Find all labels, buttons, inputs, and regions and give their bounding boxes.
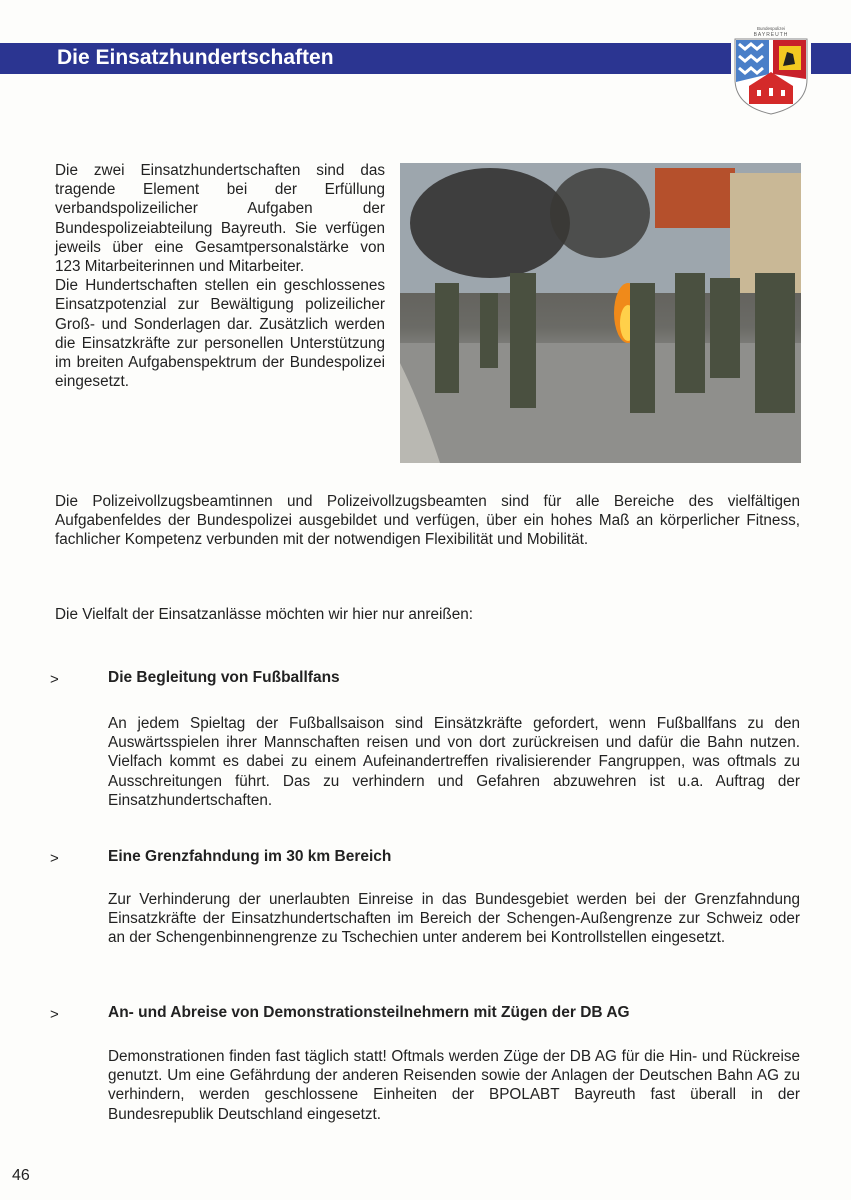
section-body: Demonstrationen finden fast täglich statt! Oftmals werden Züge der DB AG für die Hin- und Rückreise genutzt. Um eine Gefährdung der anderen Reisenden sowie der Anlagen der Deutschen Bahn AG zu verhindern, werden geschlossene Einheiten der BPOLABT Bayreuth fast überall in der Bundesrepublik Deutschland eingesetzt. <box>108 1048 800 1123</box>
coat-of-arms-logo <box>731 24 811 116</box>
intro-paragraph-2: Die Hundertschaften stellen ein geschlossenes Einsatzpotenzial zur Bewältigung polizeilicher Groß- und Sonderlagen dar. Zusätzlich werden die Einsatzkräfte zur personellen Unterstützung im breiten Aufgabenspektrum der Bundespolizei eingesetzt. <box>55 277 385 391</box>
page-number: 46 <box>12 1167 30 1184</box>
svg-text:BAYREUTH: BAYREUTH <box>753 32 789 38</box>
section-heading: An- und Abreise von Demonstrationsteilnehmern mit Zügen der DB AG <box>108 1004 630 1021</box>
section-body: Zur Verhinderung der unerlaubten Einreise in das Bundesgebiet werden bei der Grenzfahndung Einsatzkräfte der Einsatzhundertschaften im Bereich der Schengen-Außengrenze zur Schweiz oder an der Schengenbinnengrenze zu Tschechien unter anderem bei Kontrollstellen eingesetzt. <box>108 891 800 947</box>
bullet-marker: > <box>50 671 59 688</box>
riot-police-photo <box>400 163 801 463</box>
section-heading: Die Begleitung von Fußballfans <box>108 669 340 686</box>
bullet-marker: > <box>50 850 59 867</box>
intro-text <box>55 161 385 391</box>
section-heading: Eine Grenzfahndung im 30 km Bereich <box>108 848 392 865</box>
page-title: Die Einsatzhundertschaften <box>57 46 334 69</box>
paragraph-training: Die Polizeivollzugsbeamtinnen und Polizeivollzugsbeamten sind für alle Bereiche des vielfältigen Aufgabenfeldes der Bundespolizei ausgebildet und verfügen, über ein hohes Maß an körperlicher Fitness, fachlicher Kompetenz verbunden mit der notwendigen Flexibilität und Mobilität. <box>55 493 800 549</box>
bullet-marker: > <box>50 1006 59 1023</box>
intro-paragraph-1: Die zwei Einsatzhundertschaften sind das tragende Element bei der Erfüllung verbandspolizeilicher Aufgaben der Bundespolizeiabteilung Bayreuth. Sie verfügen jeweils über eine Gesamtpersonalstärke von 123 Mitarbeiterinnen und Mitarbeiter. <box>55 162 385 276</box>
paragraph-intro-list: Die Vielfalt der Einsatzanlässe möchten wir hier nur anreißen: <box>55 606 474 623</box>
section-body: An jedem Spieltag der Fußballsaison sind Einsätzkräfte gefordert, wenn Fußballfans zu den Auswärtsspielen ihrer Mannschaften reisen und von dort zurückreisen und dafür die Bahn nutzen. Vielfach kommt es dabei zu einem Aufeinandertreffen rivalisierender Fangruppen, was oftmals zu Ausschreitungen führt. Das zu verhindern und Gefahren abzuwehren ist u.a. Auftrag der Einsatzhundertschaften. <box>108 715 800 809</box>
svg-text:Bundespolizei: Bundespolizei <box>756 26 786 31</box>
